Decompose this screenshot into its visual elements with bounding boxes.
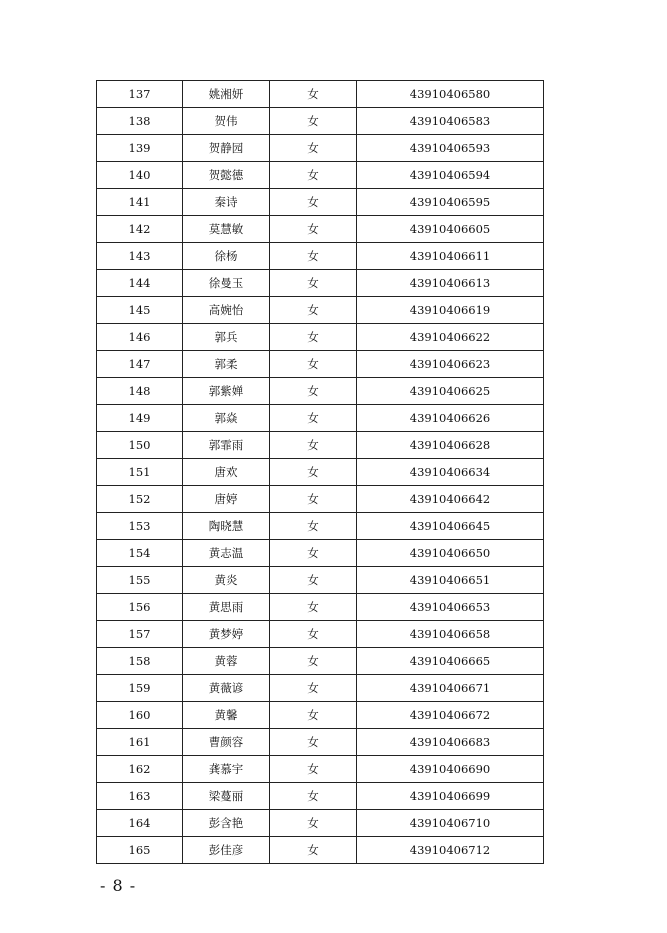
roster-body bbox=[97, 81, 544, 864]
table-row bbox=[97, 270, 544, 297]
row-number: 146 bbox=[97, 324, 183, 351]
table-row bbox=[97, 324, 544, 351]
name-cell: 黄志温 bbox=[183, 540, 270, 567]
table-row bbox=[97, 405, 544, 432]
table-row bbox=[97, 243, 544, 270]
gender-cell: 女 bbox=[270, 594, 357, 621]
name-cell: 姚湘妍 bbox=[183, 81, 270, 108]
name-cell: 徐杨 bbox=[183, 243, 270, 270]
row-number: 151 bbox=[97, 459, 183, 486]
row-number: 163 bbox=[97, 783, 183, 810]
name-cell: 黄炎 bbox=[183, 567, 270, 594]
row-number: 147 bbox=[97, 351, 183, 378]
gender-cell: 女 bbox=[270, 756, 357, 783]
table-row bbox=[97, 108, 544, 135]
exam-id-cell: 43910406619 bbox=[357, 297, 544, 324]
row-number: 139 bbox=[97, 135, 183, 162]
name-cell: 唐欢 bbox=[183, 459, 270, 486]
gender-cell: 女 bbox=[270, 648, 357, 675]
gender-cell: 女 bbox=[270, 243, 357, 270]
table-row bbox=[97, 432, 544, 459]
name-cell: 黄思雨 bbox=[183, 594, 270, 621]
gender-cell: 女 bbox=[270, 486, 357, 513]
name-cell: 唐婷 bbox=[183, 486, 270, 513]
gender-cell: 女 bbox=[270, 81, 357, 108]
table-row bbox=[97, 486, 544, 513]
table-row bbox=[97, 459, 544, 486]
page-number: - 8 - bbox=[100, 876, 137, 895]
table-row bbox=[97, 189, 544, 216]
row-number: 153 bbox=[97, 513, 183, 540]
gender-cell: 女 bbox=[270, 405, 357, 432]
gender-cell: 女 bbox=[270, 108, 357, 135]
name-cell: 秦诗 bbox=[183, 189, 270, 216]
row-number: 164 bbox=[97, 810, 183, 837]
name-cell: 高婉怡 bbox=[183, 297, 270, 324]
exam-id-cell: 43910406626 bbox=[357, 405, 544, 432]
gender-cell: 女 bbox=[270, 162, 357, 189]
gender-cell: 女 bbox=[270, 135, 357, 162]
row-number: 138 bbox=[97, 108, 183, 135]
name-cell: 莫慧敏 bbox=[183, 216, 270, 243]
gender-cell: 女 bbox=[270, 837, 357, 864]
row-number: 137 bbox=[97, 81, 183, 108]
table-row bbox=[97, 297, 544, 324]
exam-id-cell: 43910406623 bbox=[357, 351, 544, 378]
table-row bbox=[97, 513, 544, 540]
exam-id-cell: 43910406658 bbox=[357, 621, 544, 648]
gender-cell: 女 bbox=[270, 459, 357, 486]
name-cell: 贺静园 bbox=[183, 135, 270, 162]
exam-id-cell: 43910406710 bbox=[357, 810, 544, 837]
gender-cell: 女 bbox=[270, 432, 357, 459]
exam-id-cell: 43910406712 bbox=[357, 837, 544, 864]
gender-cell: 女 bbox=[270, 783, 357, 810]
exam-id-cell: 43910406625 bbox=[357, 378, 544, 405]
row-number: 145 bbox=[97, 297, 183, 324]
table-row bbox=[97, 837, 544, 864]
row-number: 157 bbox=[97, 621, 183, 648]
row-number: 140 bbox=[97, 162, 183, 189]
name-cell: 黄蓉 bbox=[183, 648, 270, 675]
row-number: 141 bbox=[97, 189, 183, 216]
row-number: 142 bbox=[97, 216, 183, 243]
exam-id-cell: 43910406690 bbox=[357, 756, 544, 783]
roster-table bbox=[96, 80, 544, 864]
table-row bbox=[97, 756, 544, 783]
table-row bbox=[97, 162, 544, 189]
row-number: 160 bbox=[97, 702, 183, 729]
table-row bbox=[97, 540, 544, 567]
row-number: 161 bbox=[97, 729, 183, 756]
exam-id-cell: 43910406583 bbox=[357, 108, 544, 135]
gender-cell: 女 bbox=[270, 216, 357, 243]
name-cell: 黄馨 bbox=[183, 702, 270, 729]
row-number: 144 bbox=[97, 270, 183, 297]
name-cell: 曹颜容 bbox=[183, 729, 270, 756]
row-number: 150 bbox=[97, 432, 183, 459]
exam-id-cell: 43910406593 bbox=[357, 135, 544, 162]
exam-id-cell: 43910406650 bbox=[357, 540, 544, 567]
exam-id-cell: 43910406580 bbox=[357, 81, 544, 108]
exam-id-cell: 43910406595 bbox=[357, 189, 544, 216]
gender-cell: 女 bbox=[270, 675, 357, 702]
gender-cell: 女 bbox=[270, 270, 357, 297]
table-row bbox=[97, 351, 544, 378]
gender-cell: 女 bbox=[270, 702, 357, 729]
table-row bbox=[97, 567, 544, 594]
name-cell: 梁蔓丽 bbox=[183, 783, 270, 810]
exam-id-cell: 43910406642 bbox=[357, 486, 544, 513]
name-cell: 彭含艳 bbox=[183, 810, 270, 837]
gender-cell: 女 bbox=[270, 729, 357, 756]
exam-id-cell: 43910406613 bbox=[357, 270, 544, 297]
row-number: 148 bbox=[97, 378, 183, 405]
name-cell: 黄梦婷 bbox=[183, 621, 270, 648]
exam-id-cell: 43910406622 bbox=[357, 324, 544, 351]
table-row bbox=[97, 783, 544, 810]
exam-id-cell: 43910406634 bbox=[357, 459, 544, 486]
table-row bbox=[97, 702, 544, 729]
row-number: 152 bbox=[97, 486, 183, 513]
name-cell: 郭柔 bbox=[183, 351, 270, 378]
gender-cell: 女 bbox=[270, 324, 357, 351]
table-row bbox=[97, 675, 544, 702]
name-cell: 郭紫婵 bbox=[183, 378, 270, 405]
gender-cell: 女 bbox=[270, 189, 357, 216]
exam-id-cell: 43910406665 bbox=[357, 648, 544, 675]
exam-id-cell: 43910406699 bbox=[357, 783, 544, 810]
table-row bbox=[97, 729, 544, 756]
gender-cell: 女 bbox=[270, 513, 357, 540]
name-cell: 郭霏雨 bbox=[183, 432, 270, 459]
row-number: 149 bbox=[97, 405, 183, 432]
table-row bbox=[97, 594, 544, 621]
gender-cell: 女 bbox=[270, 351, 357, 378]
exam-id-cell: 43910406594 bbox=[357, 162, 544, 189]
row-number: 159 bbox=[97, 675, 183, 702]
row-number: 154 bbox=[97, 540, 183, 567]
row-number: 156 bbox=[97, 594, 183, 621]
name-cell: 陶晓慧 bbox=[183, 513, 270, 540]
table-row bbox=[97, 378, 544, 405]
name-cell: 黄薇谚 bbox=[183, 675, 270, 702]
table-row bbox=[97, 216, 544, 243]
name-cell: 贺懿德 bbox=[183, 162, 270, 189]
gender-cell: 女 bbox=[270, 297, 357, 324]
gender-cell: 女 bbox=[270, 567, 357, 594]
row-number: 162 bbox=[97, 756, 183, 783]
exam-id-cell: 43910406611 bbox=[357, 243, 544, 270]
row-number: 143 bbox=[97, 243, 183, 270]
name-cell: 贺伟 bbox=[183, 108, 270, 135]
table-row bbox=[97, 621, 544, 648]
row-number: 155 bbox=[97, 567, 183, 594]
row-number: 158 bbox=[97, 648, 183, 675]
name-cell: 徐曼玉 bbox=[183, 270, 270, 297]
exam-id-cell: 43910406672 bbox=[357, 702, 544, 729]
exam-id-cell: 43910406683 bbox=[357, 729, 544, 756]
table-row bbox=[97, 135, 544, 162]
table-row bbox=[97, 810, 544, 837]
exam-id-cell: 43910406653 bbox=[357, 594, 544, 621]
exam-id-cell: 43910406605 bbox=[357, 216, 544, 243]
exam-id-cell: 43910406628 bbox=[357, 432, 544, 459]
gender-cell: 女 bbox=[270, 540, 357, 567]
table-row bbox=[97, 81, 544, 108]
gender-cell: 女 bbox=[270, 810, 357, 837]
row-number: 165 bbox=[97, 837, 183, 864]
exam-id-cell: 43910406645 bbox=[357, 513, 544, 540]
exam-id-cell: 43910406671 bbox=[357, 675, 544, 702]
name-cell: 彭佳彦 bbox=[183, 837, 270, 864]
name-cell: 郭焱 bbox=[183, 405, 270, 432]
exam-id-cell: 43910406651 bbox=[357, 567, 544, 594]
name-cell: 龚慕宇 bbox=[183, 756, 270, 783]
gender-cell: 女 bbox=[270, 378, 357, 405]
table-row bbox=[97, 648, 544, 675]
name-cell: 郭兵 bbox=[183, 324, 270, 351]
gender-cell: 女 bbox=[270, 621, 357, 648]
